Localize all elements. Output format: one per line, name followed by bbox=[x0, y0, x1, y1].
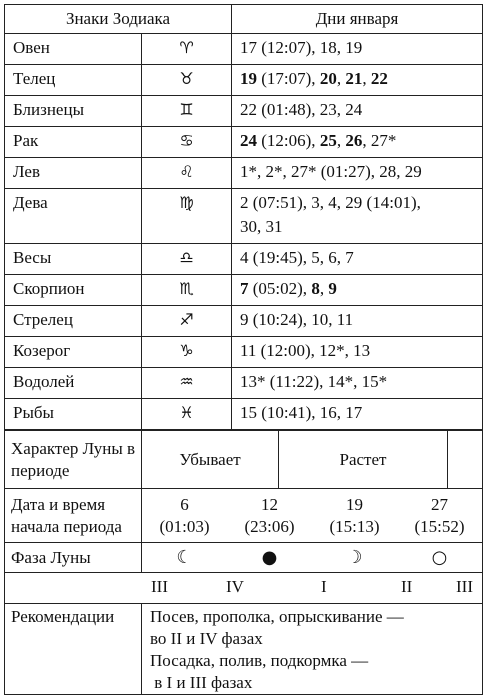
zodiac-signs-header: Знаки Зодиака bbox=[5, 5, 232, 34]
roman-phase-numbers bbox=[5, 573, 482, 603]
period-start-label: Дата и время начала периода bbox=[5, 489, 142, 543]
zodiac-symbol-icon: ♓ bbox=[142, 399, 232, 430]
zodiac-row bbox=[5, 337, 483, 368]
waxing-crescent-icon: ☽ bbox=[346, 547, 363, 568]
period-date: 27 (15:52) bbox=[414, 494, 465, 536]
recommendation-line: в I и III фазах bbox=[150, 673, 253, 692]
zodiac-days: 24 (12:06), 25, 26, 27* bbox=[232, 127, 483, 158]
zodiac-days: 1*, 2*, 27* (01:27), 28, 29 bbox=[232, 158, 483, 189]
period-date: 19 (15:13) bbox=[329, 494, 380, 536]
zodiac-days: 17 (12:07), 18, 19 bbox=[232, 34, 483, 65]
january-days-header: Дни января bbox=[232, 5, 483, 34]
recommendation-line: Посадка, полив, подкормка — bbox=[150, 651, 369, 670]
zodiac-symbol-icon: ♋ bbox=[142, 127, 232, 158]
waning-crescent-icon: ☾ bbox=[176, 547, 193, 568]
phase-number: I bbox=[321, 577, 327, 596]
zodiac-sign-name: Стрелец bbox=[5, 306, 142, 337]
zodiac-symbol-icon: ♊ bbox=[142, 96, 232, 127]
zodiac-sign-name: Водолей bbox=[5, 368, 142, 399]
zodiac-days: 15 (10:41), 16, 17 bbox=[232, 399, 483, 430]
zodiac-symbol-icon: ♉ bbox=[142, 65, 232, 96]
zodiac-sign-name: Рыбы bbox=[5, 399, 142, 430]
zodiac-row bbox=[5, 189, 483, 244]
zodiac-days: 9 (10:24), 10, 11 bbox=[232, 306, 483, 337]
zodiac-table bbox=[4, 4, 483, 430]
new-moon-icon: ● bbox=[261, 547, 278, 568]
zodiac-symbol-icon: ♎ bbox=[142, 244, 232, 275]
phase-number: II bbox=[401, 577, 413, 596]
zodiac-sign-name: Близнецы bbox=[5, 96, 142, 127]
recommendations bbox=[142, 604, 483, 695]
moon-character-label: Характер Луны в периоде bbox=[5, 431, 142, 489]
moon-phase-symbols bbox=[142, 547, 482, 568]
phase-number: III bbox=[151, 577, 168, 596]
zodiac-days: 13* (11:22), 14*, 15* bbox=[232, 368, 483, 399]
period-date: 12 (23:06) bbox=[244, 494, 295, 536]
zodiac-sign-name: Весы bbox=[5, 244, 142, 275]
zodiac-row bbox=[5, 127, 483, 158]
zodiac-sign-name: Овен bbox=[5, 34, 142, 65]
recommendations-label: Рекомендации bbox=[5, 604, 142, 695]
zodiac-days: 22 (01:48), 23, 24 bbox=[232, 96, 483, 127]
recommendation-line: во II и IV фазах bbox=[150, 629, 263, 648]
zodiac-days: 19 (17:07), 20, 21, 22 bbox=[232, 65, 483, 96]
moon-character-row bbox=[142, 431, 482, 488]
moon-phase-label: Фаза Луны bbox=[5, 543, 142, 573]
zodiac-sign-name: Дева bbox=[5, 189, 142, 244]
zodiac-sign-name: Телец bbox=[5, 65, 142, 96]
zodiac-row bbox=[5, 65, 483, 96]
zodiac-row bbox=[5, 368, 483, 399]
recommendation-line: Посев, прополка, опрыскивание — bbox=[150, 607, 404, 626]
zodiac-sign-name: Лев bbox=[5, 158, 142, 189]
zodiac-row bbox=[5, 244, 483, 275]
zodiac-sign-name: Козерог bbox=[5, 337, 142, 368]
zodiac-symbol-icon: ♍ bbox=[142, 189, 232, 244]
phase-number: IV bbox=[226, 577, 244, 596]
moon-table bbox=[4, 430, 483, 695]
zodiac-symbol-icon: ♑ bbox=[142, 337, 232, 368]
zodiac-row bbox=[5, 96, 483, 127]
zodiac-symbol-icon: ♒ bbox=[142, 368, 232, 399]
zodiac-row bbox=[5, 34, 483, 65]
zodiac-symbol-icon: ♏ bbox=[142, 275, 232, 306]
period-dates bbox=[142, 494, 482, 538]
waxing-label: Растет bbox=[279, 431, 448, 488]
phase-number: III bbox=[456, 577, 473, 596]
zodiac-row bbox=[5, 275, 483, 306]
zodiac-row bbox=[5, 399, 483, 430]
zodiac-sign-name: Рак bbox=[5, 127, 142, 158]
zodiac-row bbox=[5, 158, 483, 189]
zodiac-row bbox=[5, 306, 483, 337]
zodiac-sign-name: Скорпион bbox=[5, 275, 142, 306]
zodiac-days: 11 (12:00), 12*, 13 bbox=[232, 337, 483, 368]
zodiac-symbol-icon: ♈ bbox=[142, 34, 232, 65]
period-date: 6 (01:03) bbox=[159, 494, 210, 536]
zodiac-symbol-icon: ♐ bbox=[142, 306, 232, 337]
full-moon-icon: ○ bbox=[431, 547, 448, 568]
zodiac-days: 7 (05:02), 8, 9 bbox=[232, 275, 483, 306]
zodiac-days: 2 (07:51), 3, 4, 29 (14:01), 30, 31 bbox=[232, 189, 483, 244]
waning-label: Убывает bbox=[142, 431, 279, 488]
zodiac-symbol-icon: ♌ bbox=[142, 158, 232, 189]
zodiac-days: 4 (19:45), 5, 6, 7 bbox=[232, 244, 483, 275]
